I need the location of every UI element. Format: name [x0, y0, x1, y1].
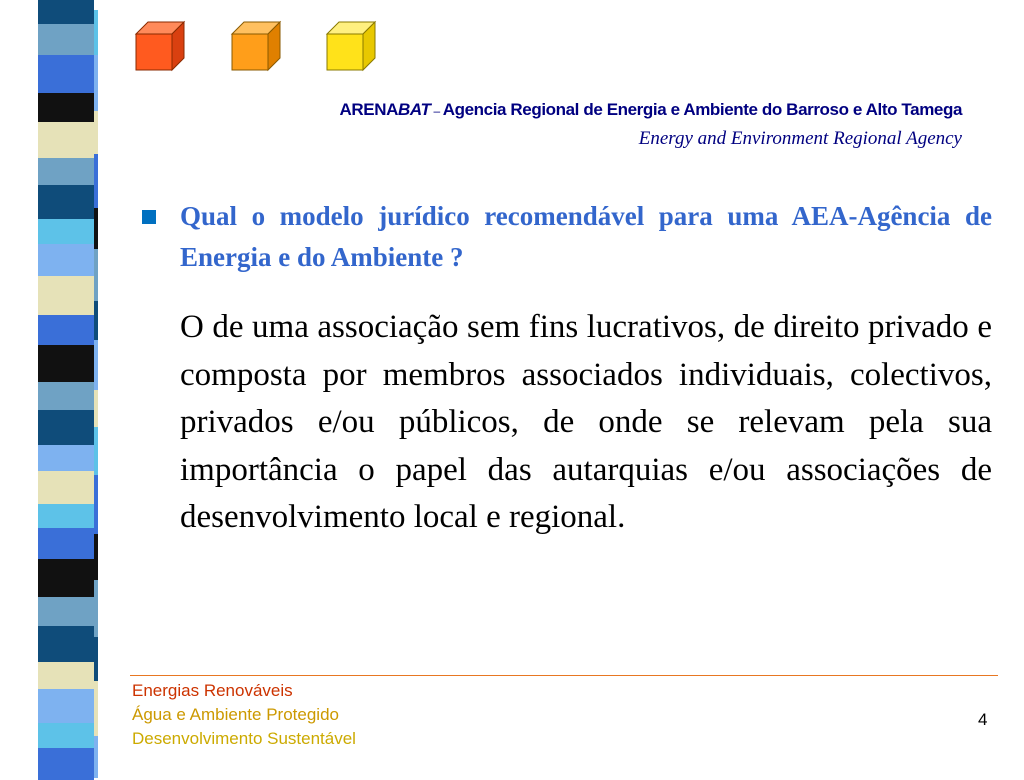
- title-arena: ARENA: [339, 100, 398, 119]
- strip-block: [38, 244, 94, 276]
- red-cube-icon: [134, 20, 186, 72]
- strip-block: [38, 445, 94, 471]
- strip-edge-block: [94, 580, 98, 637]
- strip-edge-block: [94, 475, 98, 534]
- square-bullet-icon: [142, 210, 156, 224]
- strip-edge-block: [94, 427, 98, 475]
- strip-edge-block: [94, 637, 98, 681]
- strip-block: [38, 382, 94, 410]
- strip-block: [38, 748, 94, 780]
- slide-question: Qual o modelo jurídico recomendável para uma AEA-Agência de Energia e do Ambiente ?: [180, 201, 992, 272]
- decorative-side-strip: [0, 0, 120, 768]
- strip-edge-block: [94, 534, 98, 580]
- strip-edge-block: [94, 301, 98, 340]
- strip-block: [38, 219, 94, 244]
- page-number: 4: [978, 710, 988, 729]
- strip-block: [38, 559, 94, 597]
- footer-divider: [130, 675, 998, 676]
- strip-edge-block: [94, 10, 98, 55]
- strip-edge-block: [94, 390, 98, 427]
- strip-edge-block: [94, 154, 98, 208]
- agency-subtitle: Energy and Environment Regional Agency: [638, 128, 962, 149]
- agency-title: [340, 100, 962, 120]
- strip-edge-block: [94, 681, 98, 736]
- strip-block: [38, 410, 94, 445]
- strip-block: [38, 471, 94, 504]
- title-bat: BAT: [398, 100, 431, 119]
- strip-block: [38, 528, 94, 559]
- footer-line-3: Desenvolvimento Sustentável: [132, 729, 356, 748]
- strip-edge-block: [94, 736, 98, 778]
- strip-block: [38, 597, 94, 626]
- strip-block: [38, 276, 94, 315]
- strip-block: [38, 185, 94, 219]
- strip-block: [38, 345, 94, 382]
- strip-edge-block: [94, 55, 98, 111]
- strip-block: [38, 122, 94, 158]
- strip-edge-block: [94, 111, 98, 154]
- strip-block: [38, 315, 94, 345]
- strip-block: [38, 626, 94, 662]
- strip-block: [38, 0, 94, 24]
- strip-block: [38, 93, 94, 122]
- footer-line-1: Energias Renováveis: [132, 681, 293, 700]
- footer-line-2: Água e Ambiente Protegido: [132, 705, 339, 724]
- strip-block: [38, 723, 94, 748]
- strip-block: [38, 662, 94, 689]
- strip-edge-block: [94, 340, 98, 390]
- strip-edge-block: [94, 208, 98, 249]
- strip-block: [38, 504, 94, 528]
- title-dash: –: [433, 104, 440, 118]
- strip-block: [38, 24, 94, 55]
- title-rest: Agencia Regional de Energia e Ambiente do Barroso e Alto Tamega: [442, 100, 962, 119]
- strip-block: [38, 689, 94, 723]
- strip-edge-block: [94, 249, 98, 301]
- slide-answer: O de uma associação sem fins lucrativos, de direito privado e composta por membros associados individuais, colectivos, privados e/ou públicos, de onde se relevam pela sua importância o papel das autarquias e/ou associações de desenvolvimento local e regional.: [180, 309, 992, 535]
- strip-block: [38, 55, 94, 93]
- orange-cube-icon: [230, 20, 282, 72]
- strip-block: [38, 158, 94, 185]
- yellow-cube-icon: [325, 20, 377, 72]
